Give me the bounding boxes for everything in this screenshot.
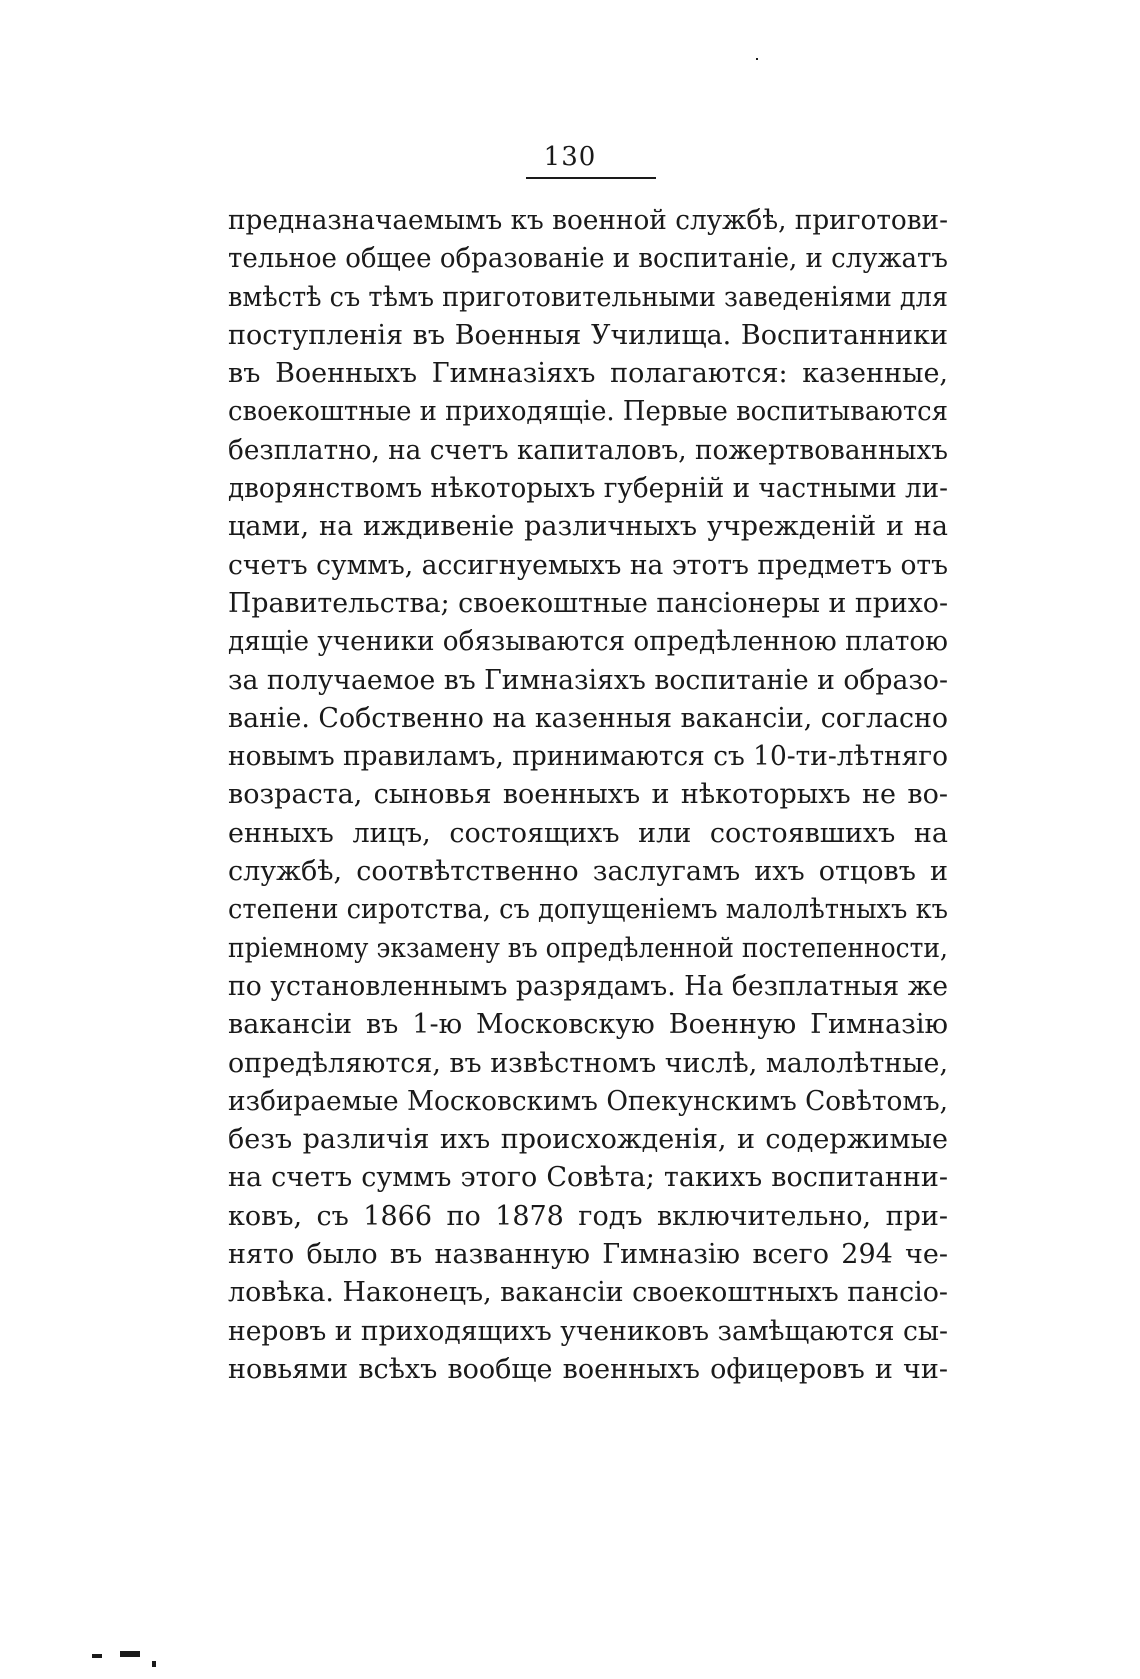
text-line: безъ различія ихъ происхожденія, и содержимые (228, 1124, 948, 1156)
text-line: ловѣка. Наконецъ, вакансіи своекоштныхъ пансіо- (228, 1277, 948, 1309)
text-line: своекоштные и приходящіе. Первые воспитываются (228, 396, 948, 428)
text-line: въ Военныхъ Гимназіяхъ полагаются: казенные, (228, 358, 948, 390)
text-line: по установленнымъ разрядамъ. На безплатныя же (228, 970, 948, 1002)
text-line: новьями всѣхъ вообще военныхъ офицеровъ и чи- (228, 1353, 948, 1385)
text-line: новымъ правиламъ, принимаются съ 10-ти-лѣтняго (228, 741, 948, 773)
text-line: ковъ, съ 1866 по 1878 годъ включительно, при- (228, 1200, 948, 1232)
text-line: пріемному экзамену въ опредѣленной постепенности, (228, 932, 948, 964)
page-number: 130 (543, 142, 597, 172)
text-line: тельное общее образованіе и воспитаніе, и служатъ (228, 243, 948, 275)
body-text (228, 202, 948, 1389)
text-line: службѣ, соотвѣтственно заслугамъ ихъ отцовъ и (228, 856, 948, 888)
page-number-rule (526, 177, 656, 179)
text-line: неровъ и приходящихъ учениковъ замѣщаются сы- (228, 1315, 948, 1347)
text-line: дворянствомъ нѣкоторыхъ губерній и частными ли- (228, 473, 948, 505)
text-line: опредѣляются, въ извѣстномъ числѣ, малолѣтные, (228, 1047, 948, 1079)
text-line: вакансіи въ 1-ю Московскую Военную Гимназію (228, 1009, 948, 1041)
text-line: дящіе ученики обязываются опредѣленною платою (228, 626, 948, 658)
text-line: ваніе. Собственно на казенныя вакансіи, согласно (228, 702, 948, 734)
text-line: нято было въ названную Гимназію всего 294 че- (228, 1239, 948, 1271)
text-line: степени сиротства, съ допущеніемъ малолѣтныхъ къ (228, 894, 948, 926)
text-line: на счетъ суммъ этого Совѣта; такихъ воспитанни- (228, 1162, 948, 1194)
text-line: предназначаемымъ къ военной службѣ, приготови- (228, 205, 948, 236)
scan-speck (756, 58, 758, 60)
text-line: счетъ суммъ, ассигнуемыхъ на этотъ предметъ отъ (228, 549, 948, 581)
text-line: за получаемое въ Гимназіяхъ воспитаніе и образо- (228, 664, 948, 696)
scan-speck (120, 1651, 140, 1657)
text-line: Правительства; своекоштные пансіонеры и прихо- (228, 587, 948, 619)
text-line: возраста, сыновья военныхъ и нѣкоторыхъ не во- (228, 779, 948, 811)
text-line: вмѣстѣ съ тѣмъ приготовительными заведеніями для (228, 281, 948, 313)
scan-speck (152, 1661, 156, 1667)
text-line: енныхъ лицъ, состоящихъ или состоявшихъ на (228, 817, 948, 849)
text-line: безплатно, на счетъ капиталовъ, пожертвованныхъ (228, 434, 948, 466)
text-line: поступленія въ Военныя Училища. Воспитанники (228, 319, 948, 351)
scan-speck (92, 1654, 102, 1658)
text-line: цами, на иждивеніе различныхъ учрежденій и на (228, 511, 948, 543)
text-line: избираемые Московскимъ Опекунскимъ Совѣтомъ, (228, 1085, 948, 1117)
